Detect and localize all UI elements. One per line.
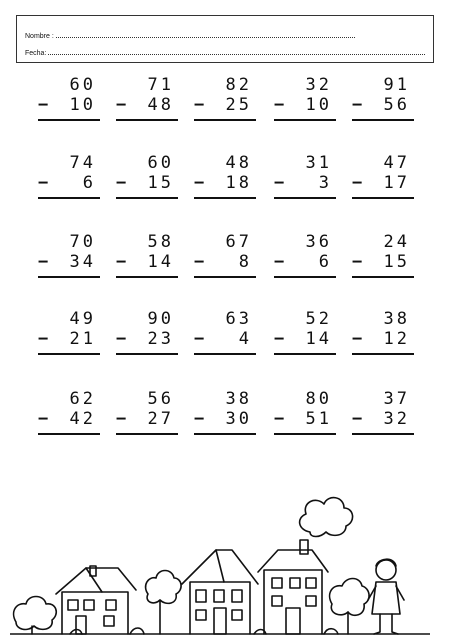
answer-line[interactable] <box>38 433 100 435</box>
answer-line[interactable] <box>194 276 256 278</box>
subtrahend: 18 <box>225 173 252 193</box>
answer-line[interactable] <box>38 353 100 355</box>
subtraction-problem <box>194 76 252 132</box>
minuend: 48 <box>225 153 252 173</box>
answer-line[interactable] <box>38 276 100 278</box>
village-illustration <box>10 482 430 640</box>
subtrahend: 34 <box>69 252 96 272</box>
minuend: 58 <box>147 232 174 252</box>
answer-line[interactable] <box>274 197 336 199</box>
answer-line[interactable] <box>116 433 178 435</box>
date-field[interactable] <box>25 43 425 57</box>
subtraction-problem <box>38 154 96 210</box>
subtraction-grid <box>38 76 416 452</box>
name-label: Nombre : <box>25 33 54 40</box>
tree-icon <box>330 579 369 635</box>
minuend: 38 <box>225 389 252 409</box>
minus-sign: − <box>194 409 208 429</box>
answer-line[interactable] <box>194 197 256 199</box>
house-icon <box>182 550 258 634</box>
minus-sign: − <box>352 252 366 272</box>
subtrahend: 27 <box>147 409 174 429</box>
date-label: Fecha: <box>25 50 47 57</box>
minus-sign: − <box>116 173 130 193</box>
subtrahend: 56 <box>383 95 410 115</box>
answer-line[interactable] <box>352 433 414 435</box>
minuend: 56 <box>147 389 174 409</box>
student-info-box <box>16 15 434 63</box>
cloud-icon <box>300 498 353 537</box>
minuend: 36 <box>305 232 332 252</box>
subtrahend: 30 <box>225 409 252 429</box>
answer-line[interactable] <box>274 276 336 278</box>
minus-sign: − <box>352 329 366 349</box>
subtrahend: 17 <box>383 173 410 193</box>
subtraction-problem <box>274 76 332 132</box>
minus-sign: − <box>116 252 130 272</box>
minus-sign: − <box>194 173 208 193</box>
subtrahend: 10 <box>69 95 96 115</box>
answer-line[interactable] <box>352 119 414 121</box>
minus-sign: − <box>194 95 208 115</box>
subtrahend: 48 <box>147 95 174 115</box>
minuend: 31 <box>305 153 332 173</box>
minuend: 90 <box>147 309 174 329</box>
house-icon <box>258 540 328 634</box>
subtraction-problem <box>274 390 332 446</box>
answer-line[interactable] <box>352 197 414 199</box>
answer-line[interactable] <box>194 433 256 435</box>
minus-sign: − <box>38 252 52 272</box>
subtrahend: 32 <box>383 409 410 429</box>
subtraction-problem <box>274 233 332 289</box>
minuend: 60 <box>147 153 174 173</box>
subtraction-problem <box>274 310 332 366</box>
subtraction-problem <box>116 233 174 289</box>
subtraction-problem <box>352 310 410 366</box>
minuend: 32 <box>305 75 332 95</box>
minuend: 62 <box>69 389 96 409</box>
minus-sign: − <box>38 409 52 429</box>
answer-line[interactable] <box>38 197 100 199</box>
subtrahend: 25 <box>225 95 252 115</box>
subtraction-problem <box>352 390 410 446</box>
tree-icon <box>14 597 57 635</box>
name-line[interactable] <box>56 36 355 38</box>
answer-line[interactable] <box>274 119 336 121</box>
subtrahend: 4 <box>238 329 252 349</box>
subtrahend: 51 <box>305 409 332 429</box>
minus-sign: − <box>274 252 288 272</box>
subtraction-problem <box>194 310 252 366</box>
minus-sign: − <box>274 409 288 429</box>
answer-line[interactable] <box>116 276 178 278</box>
minuend: 74 <box>69 153 96 173</box>
minus-sign: − <box>274 95 288 115</box>
subtrahend: 3 <box>318 173 332 193</box>
subtraction-problem <box>194 390 252 446</box>
minus-sign: − <box>352 173 366 193</box>
answer-line[interactable] <box>116 119 178 121</box>
subtrahend: 21 <box>69 329 96 349</box>
subtrahend: 42 <box>69 409 96 429</box>
subtraction-problem <box>352 154 410 210</box>
subtraction-problem <box>274 154 332 210</box>
subtrahend: 6 <box>318 252 332 272</box>
minuend: 38 <box>383 309 410 329</box>
answer-line[interactable] <box>352 353 414 355</box>
minus-sign: − <box>194 329 208 349</box>
minus-sign: − <box>116 329 130 349</box>
answer-line[interactable] <box>116 353 178 355</box>
subtraction-problem <box>116 154 174 210</box>
subtrahend: 10 <box>305 95 332 115</box>
minus-sign: − <box>38 95 52 115</box>
subtrahend: 15 <box>383 252 410 272</box>
answer-line[interactable] <box>274 353 336 355</box>
subtraction-problem <box>116 76 174 132</box>
subtraction-problem <box>194 154 252 210</box>
minuend: 60 <box>69 75 96 95</box>
date-line[interactable] <box>48 53 425 55</box>
subtrahend: 8 <box>238 252 252 272</box>
subtrahend: 23 <box>147 329 174 349</box>
minus-sign: − <box>274 173 288 193</box>
subtraction-problem <box>352 233 410 289</box>
subtraction-problem <box>116 390 174 446</box>
minus-sign: − <box>38 329 52 349</box>
minuend: 71 <box>147 75 174 95</box>
subtraction-problem <box>352 76 410 132</box>
name-field[interactable] <box>25 26 425 40</box>
minus-sign: − <box>274 329 288 349</box>
minuend: 24 <box>383 232 410 252</box>
subtraction-problem <box>38 233 96 289</box>
child-icon <box>368 559 404 634</box>
minuend: 63 <box>225 309 252 329</box>
minus-sign: − <box>352 409 366 429</box>
tree-icon <box>146 571 182 635</box>
subtraction-problem <box>194 233 252 289</box>
subtrahend: 14 <box>305 329 332 349</box>
house-icon <box>56 566 136 634</box>
subtraction-problem <box>38 310 96 366</box>
subtrahend: 15 <box>147 173 174 193</box>
minus-sign: − <box>38 173 52 193</box>
minus-sign: − <box>116 409 130 429</box>
minus-sign: − <box>352 95 366 115</box>
subtrahend: 12 <box>383 329 410 349</box>
minuend: 91 <box>383 75 410 95</box>
answer-line[interactable] <box>194 119 256 121</box>
minuend: 47 <box>383 153 410 173</box>
bush-line <box>70 628 338 634</box>
answer-line[interactable] <box>38 119 100 121</box>
minuend: 37 <box>383 389 410 409</box>
subtraction-problem <box>38 76 96 132</box>
minuend: 49 <box>69 309 96 329</box>
answer-line[interactable] <box>274 433 336 435</box>
minuend: 82 <box>225 75 252 95</box>
minuend: 52 <box>305 309 332 329</box>
minuend: 67 <box>225 232 252 252</box>
subtrahend: 14 <box>147 252 174 272</box>
answer-line[interactable] <box>194 353 256 355</box>
subtraction-problem <box>116 310 174 366</box>
subtraction-problem <box>38 390 96 446</box>
minus-sign: − <box>116 95 130 115</box>
minuend: 70 <box>69 232 96 252</box>
answer-line[interactable] <box>116 197 178 199</box>
subtrahend: 6 <box>82 173 96 193</box>
answer-line[interactable] <box>352 276 414 278</box>
minuend: 80 <box>305 389 332 409</box>
minus-sign: − <box>194 252 208 272</box>
